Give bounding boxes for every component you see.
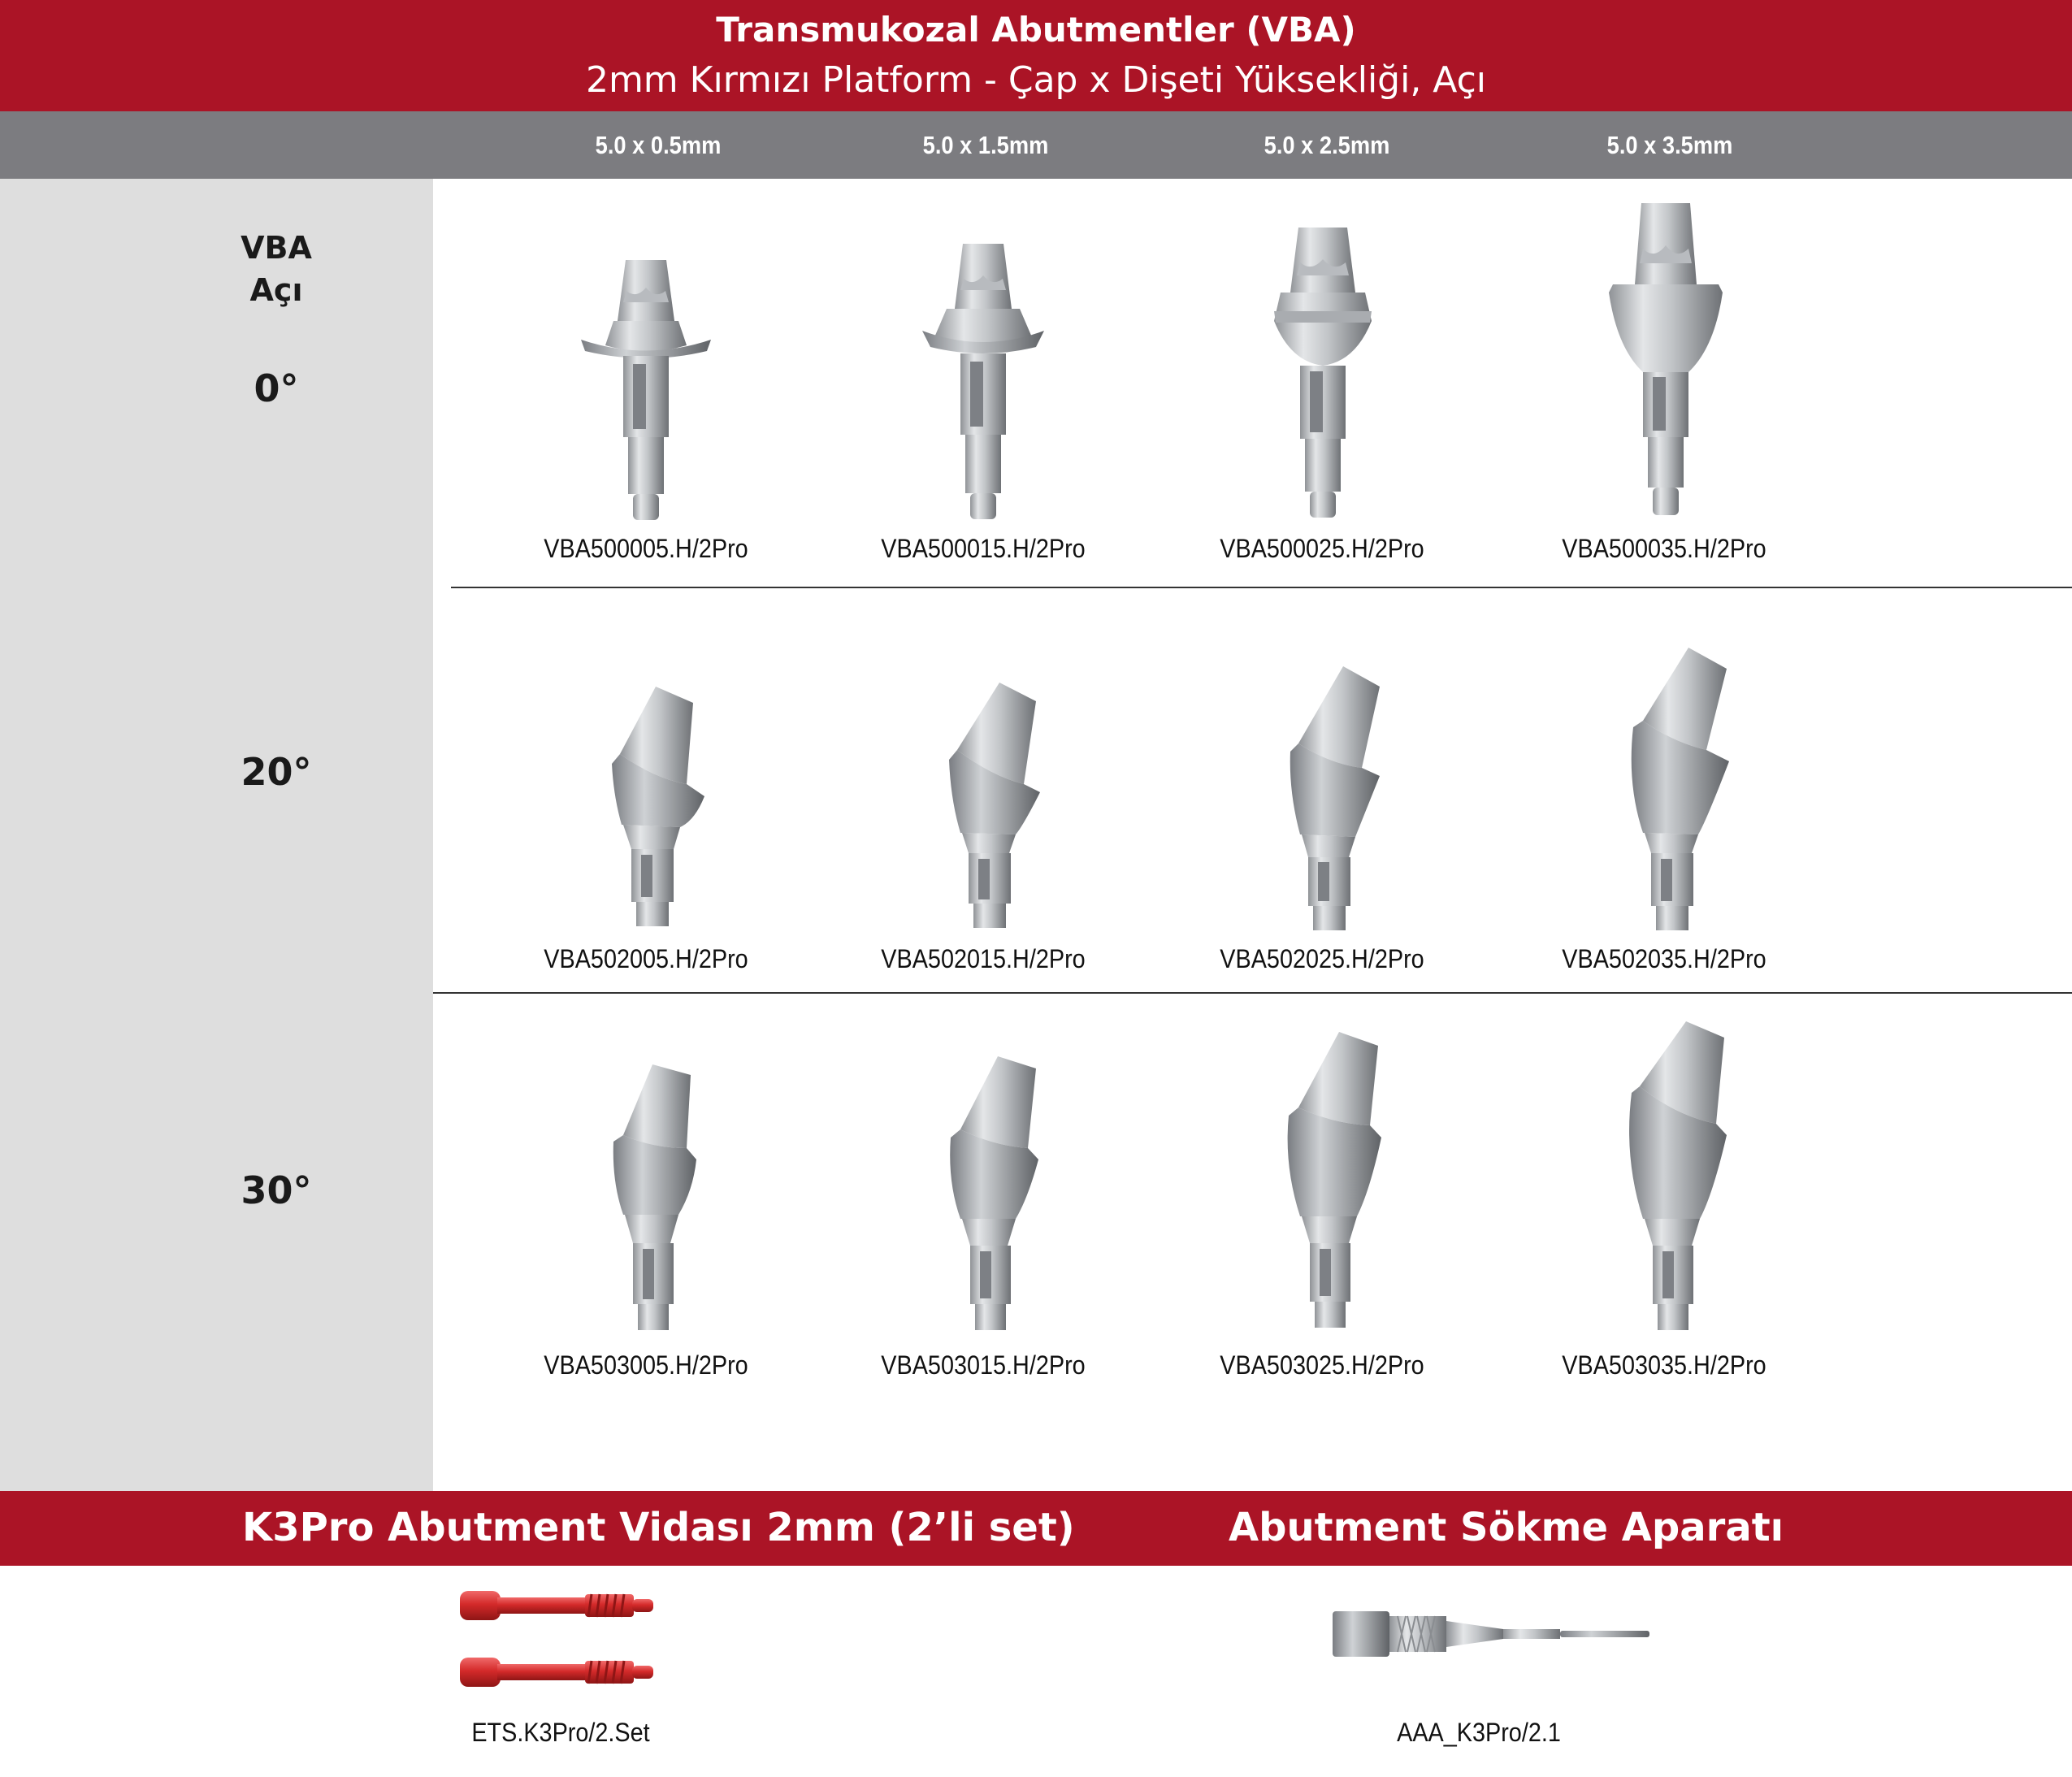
row-angle-label: 20° [241, 750, 312, 794]
angled-abutment-30-icon [1242, 1028, 1404, 1341]
column-header: 5.0 x 2.5mm [1264, 131, 1390, 159]
side-header-aci: Açı [249, 272, 303, 308]
angled-abutment-30-icon [565, 1060, 727, 1341]
column-header: 5.0 x 3.5mm [1606, 131, 1733, 159]
product-code: VBA500005.H/2Pro [544, 534, 748, 563]
product-image [1503, 646, 1828, 934]
straight-abutment-icon [902, 240, 1064, 528]
straight-abutment-icon [565, 252, 727, 528]
product-code: VBA500025.H/2Pro [1220, 534, 1424, 563]
row-angle-label: 0° [254, 366, 299, 410]
row-angle-label: 30° [241, 1168, 312, 1212]
product-code: VBA503005.H/2Pro [544, 1350, 748, 1380]
product-code: VBA502035.H/2Pro [1562, 944, 1766, 973]
product-image [483, 1060, 808, 1341]
product-image [483, 252, 808, 528]
product-code: VBA503025.H/2Pro [1220, 1350, 1424, 1380]
product-code: VBA503035.H/2Pro [1562, 1350, 1766, 1380]
product-image [1503, 202, 1828, 527]
title-banner [0, 0, 2072, 111]
straight-abutment-icon [1242, 223, 1404, 528]
angled-abutment-30-icon [1584, 1020, 1747, 1341]
angled-abutment-20-icon [565, 683, 727, 934]
screw-set-title: K3Pro Abutment Vidası 2mm (2’li set) [242, 1505, 1075, 1550]
product-image [1160, 223, 1485, 528]
product-image [1160, 662, 1485, 934]
product-code: VBA502025.H/2Pro [1220, 944, 1424, 973]
page-title: Transmukozal Abutmentler (VBA) [716, 10, 1356, 50]
screw-set-code: ETS.K3Pro/2.Set [471, 1718, 650, 1747]
abutment-screw-icon [455, 1584, 666, 1698]
product-image [821, 240, 1146, 528]
column-header: 5.0 x 1.5mm [922, 131, 1049, 159]
angled-abutment-30-icon [902, 1052, 1064, 1341]
abutment-remover-tool-icon [1329, 1605, 1654, 1670]
column-header-band [0, 111, 2072, 179]
accessories-banner [0, 1491, 2072, 1566]
angled-abutment-20-icon [902, 678, 1064, 934]
product-code: VBA500035.H/2Pro [1562, 534, 1766, 563]
column-header: 5.0 x 0.5mm [595, 131, 722, 159]
side-header-vba: VBA [241, 230, 312, 266]
page-subtitle: 2mm Kırmızı Platform - Çap x Dişeti Yüksekliği, Açı [585, 59, 1487, 101]
product-code: VBA503015.H/2Pro [881, 1350, 1086, 1380]
row-divider [451, 587, 2072, 588]
product-image [821, 1052, 1146, 1341]
product-code: VBA502005.H/2Pro [544, 944, 748, 973]
product-image [821, 678, 1146, 934]
product-code: VBA502015.H/2Pro [881, 944, 1086, 973]
straight-abutment-icon [1584, 202, 1747, 527]
angled-abutment-20-icon [1584, 646, 1747, 934]
row-divider [433, 992, 2072, 994]
product-image [1160, 1028, 1485, 1341]
product-code: VBA500015.H/2Pro [881, 534, 1086, 563]
remover-tool-image [1329, 1605, 1654, 1674]
product-image [1503, 1020, 1828, 1341]
angled-abutment-20-icon [1242, 662, 1404, 934]
screw-image [455, 1584, 666, 1702]
remover-tool-title: Abutment Sökme Aparatı [1229, 1505, 1784, 1550]
remover-tool-code: AAA_K3Pro/2.1 [1397, 1718, 1561, 1747]
product-image [483, 683, 808, 934]
